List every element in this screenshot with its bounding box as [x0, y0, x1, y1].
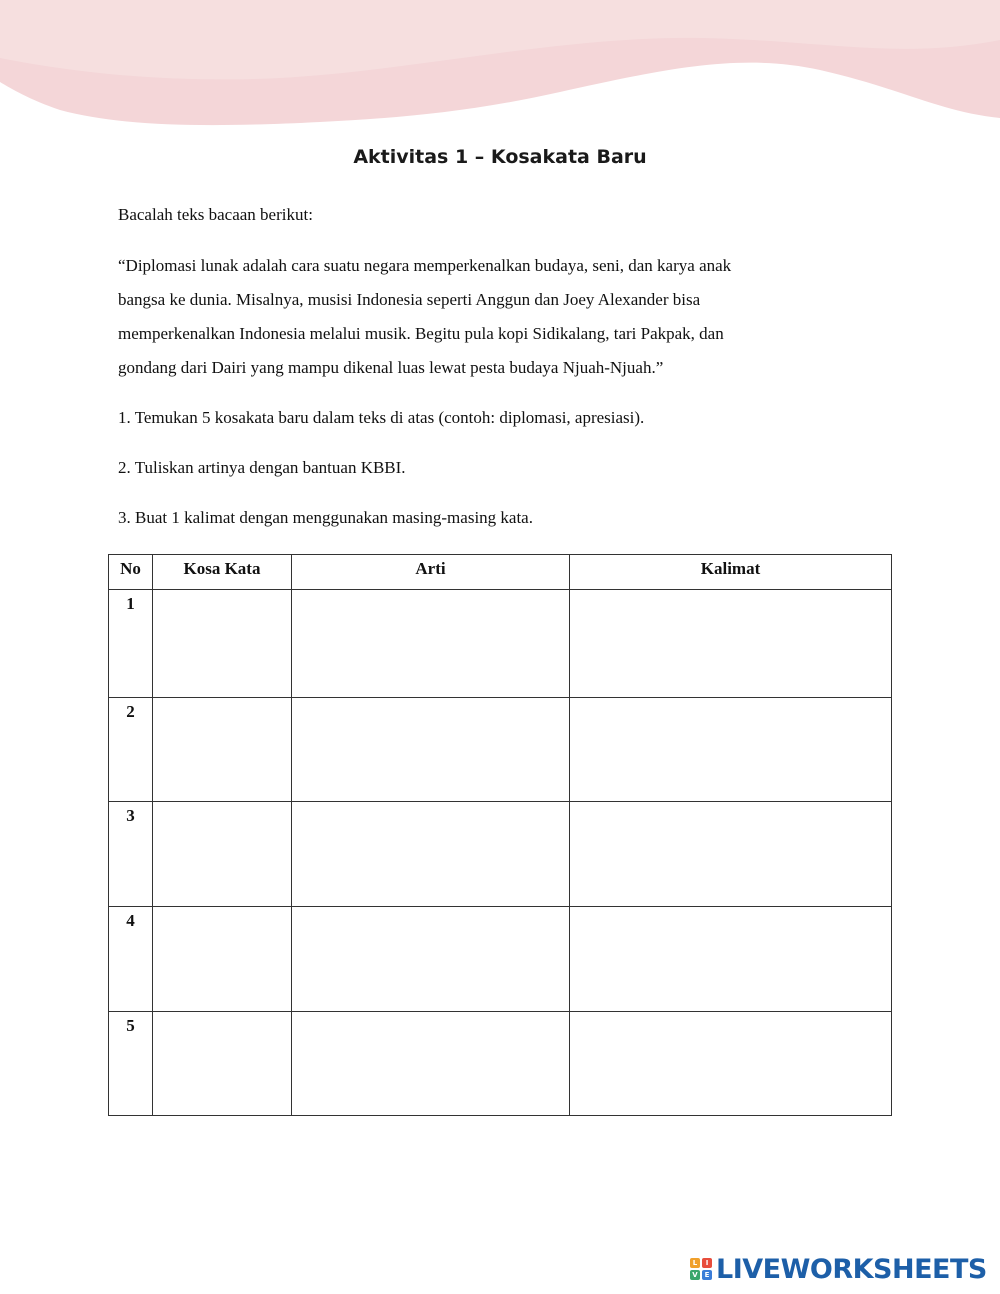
header-kosa-kata: Kosa Kata [153, 555, 292, 590]
header-no: No [109, 555, 153, 590]
page-title: Aktivitas 1 – Kosakata Baru [353, 146, 647, 168]
table-row [109, 698, 892, 802]
task-item: 2. Tuliskan artinya dengan bantuan KBBI. [118, 458, 406, 477]
table-row [109, 907, 892, 1012]
row-number: 2 [109, 698, 153, 802]
logo-tile: I [702, 1258, 712, 1268]
task-item: 3. Buat 1 kalimat dengan menggunakan masing-masing kata. [118, 508, 533, 527]
kosa-kata-cell[interactable] [153, 1012, 292, 1116]
row-number: 3 [109, 802, 153, 907]
arti-cell[interactable] [292, 698, 570, 802]
vocabulary-table [108, 554, 892, 1116]
kosa-kata-cell[interactable] [153, 802, 292, 907]
logo-tile: L [690, 1258, 700, 1268]
row-number: 1 [109, 590, 153, 698]
header-arti: Arti [292, 555, 570, 590]
arti-cell[interactable] [292, 907, 570, 1012]
row-number: 4 [109, 907, 153, 1012]
kosa-kata-cell[interactable] [153, 698, 292, 802]
table-row [109, 590, 892, 698]
arti-cell[interactable] [292, 590, 570, 698]
kalimat-cell[interactable] [570, 590, 892, 698]
logo-text: LIVEWORKSHEETS [716, 1253, 987, 1285]
liveworksheets-logo [690, 1254, 987, 1284]
table-row [109, 1012, 892, 1116]
logo-tile: E [702, 1270, 712, 1280]
reading-instruction: Bacalah teks bacaan berikut: [118, 205, 313, 224]
row-number: 5 [109, 1012, 153, 1116]
kalimat-cell[interactable] [570, 698, 892, 802]
passage-line: memperkenalkan Indonesia melalui musik. Begitu pula kopi Sidikalang, tari Pakpak, dan [118, 324, 724, 343]
header-wave-decoration [0, 0, 1000, 140]
logo-tile: V [690, 1270, 700, 1280]
arti-cell[interactable] [292, 1012, 570, 1116]
arti-cell[interactable] [292, 802, 570, 907]
kosa-kata-cell[interactable] [153, 907, 292, 1012]
task-item: 1. Temukan 5 kosakata baru dalam teks di atas (contoh: diplomasi, apresiasi). [118, 408, 645, 427]
table-row [109, 802, 892, 907]
table-header-row [109, 555, 892, 590]
passage-line: gondang dari Dairi yang mampu dikenal luas lewat pesta budaya Njuah-Njuah.” [118, 358, 664, 377]
kalimat-cell[interactable] [570, 907, 892, 1012]
kalimat-cell[interactable] [570, 802, 892, 907]
header-kalimat: Kalimat [570, 555, 892, 590]
kalimat-cell[interactable] [570, 1012, 892, 1116]
logo-tiles-icon [690, 1258, 712, 1280]
passage-line: bangsa ke dunia. Misalnya, musisi Indonesia seperti Anggun dan Joey Alexander bisa [118, 290, 701, 309]
passage-line: “Diplomasi lunak adalah cara suatu negara memperkenalkan budaya, seni, dan karya anak [118, 256, 732, 275]
kosa-kata-cell[interactable] [153, 590, 292, 698]
